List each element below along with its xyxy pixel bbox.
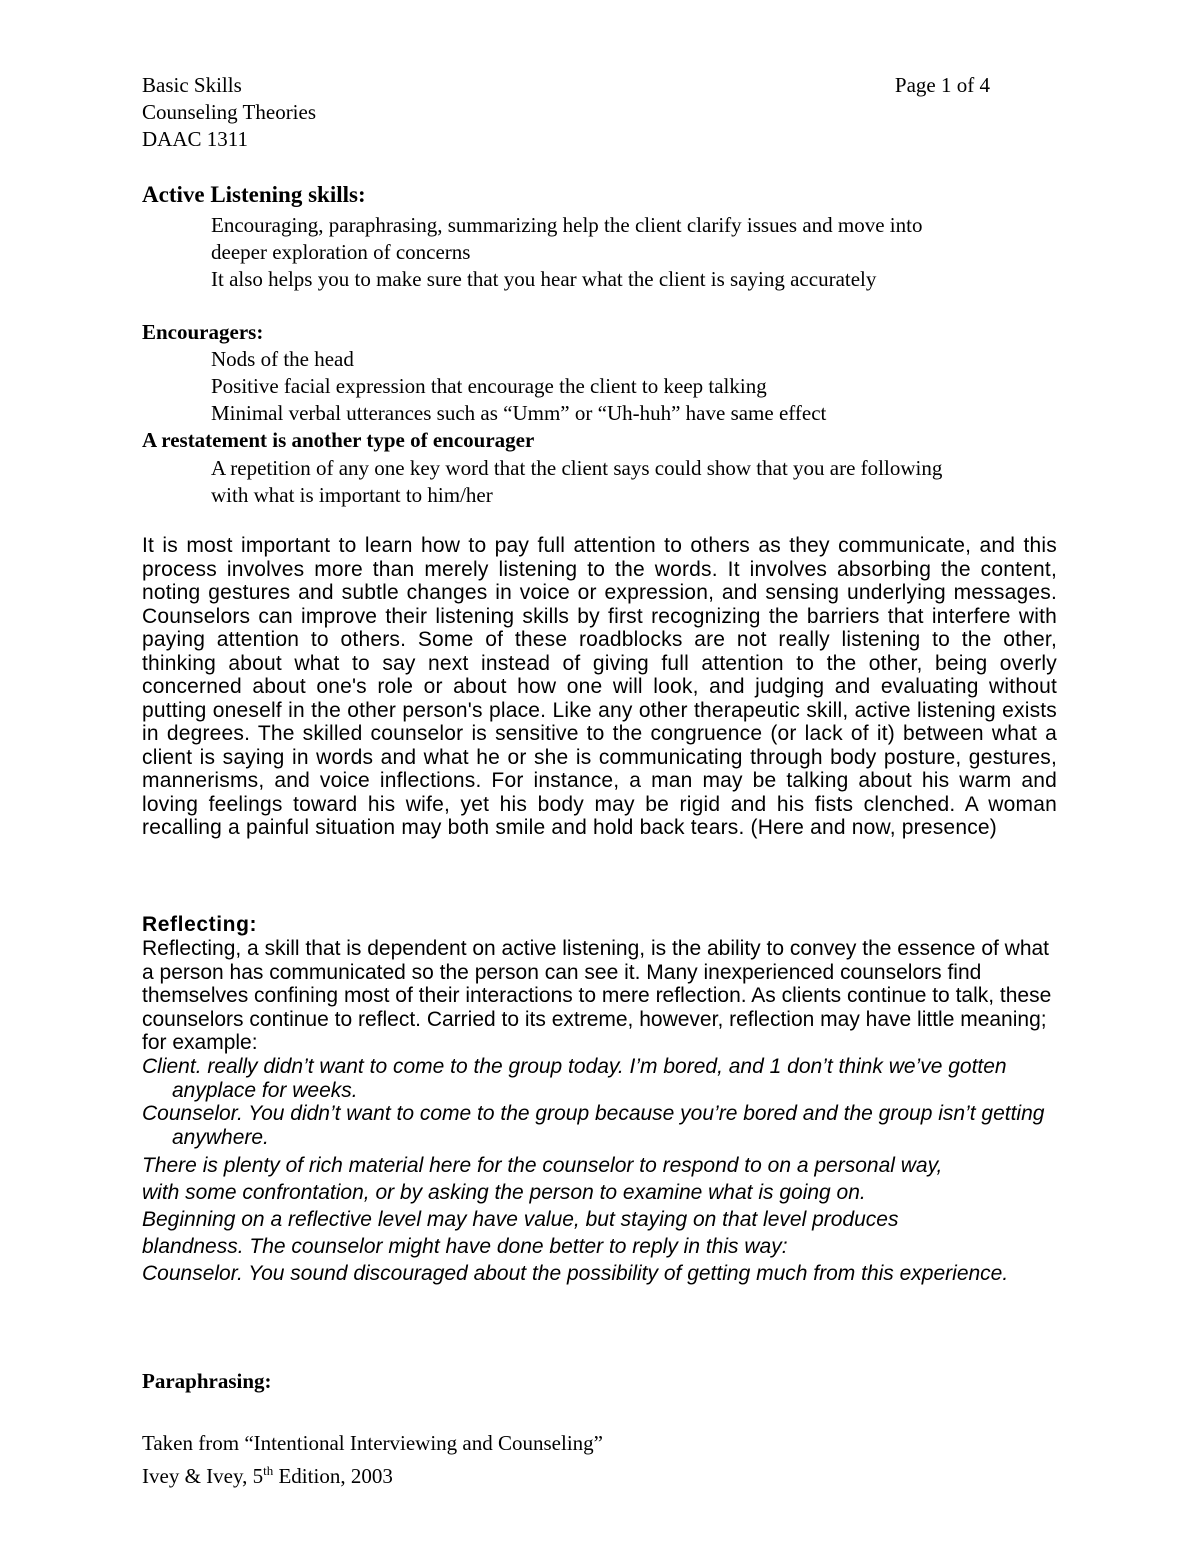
active-listening-heading: Active Listening skills: — [142, 182, 366, 207]
source-authors-text: Ivey & Ivey, 5 — [142, 1464, 264, 1488]
encouragers-line: Nods of the head — [211, 347, 354, 371]
active-listening-paragraph: It is most important to learn how to pay full attention to others as they communicate, and this process involves more than merely listening to the words. It involves absorbing the content, noting gestures and subtle changes in voice or expression, and sensing underlying messages. Counselors can improve their listening skills by first recognizing the barriers that interfere with paying attention to others. Some of these roadblocks are not really listening to the other, thinking about what to say next instead of giving full attention to the other, being overly concerned about one's role or about how one will look, and judging and evaluating without putting oneself in the other person's place. Like any other therapeutic skill, active listening exists in degrees. The skilled counselor is sensitive to the congruence (or lack of it) between what a client is saying in words and what he or she is communicating through body posture, gestures, mannerisms, and voice inflections. For instance, a man may be talking about his warm and loving feelings toward his wife, yet his body may be rigid and his fists clenched. A woman recalling a painful situation may both smile and hold back tears. (Here and now, presence) — [142, 534, 1057, 839]
restatement-list — [211, 455, 1071, 509]
reflecting-note — [142, 1152, 1057, 1260]
page-header — [142, 72, 990, 153]
source-authors — [142, 1457, 1057, 1490]
reflecting-client-example: Client. really didn’t want to come to the group today. I’m bored, and 1 don’t think we’ve gotten anyplace for weeks. — [142, 1055, 1007, 1102]
restatement-line: A repetition of any one key word that the client says could show that you are following — [211, 456, 943, 480]
header-course-code: DAAC 1311 — [142, 127, 248, 151]
header-subject: Counseling Theories — [142, 100, 317, 124]
active-listening-line: Encouraging, paraphrasing, summarizing help the client clarify issues and move into — [211, 213, 923, 237]
reflecting-note-line: with some confrontation, or by asking the person to examine what is going on. — [142, 1181, 866, 1204]
source-title: Taken from “Intentional Interviewing and Counseling” — [142, 1431, 603, 1455]
reflecting-counselor-example: Counselor. You didn’t want to come to the group because you’re bored and the group isn’t getting anywhere. — [142, 1102, 1045, 1149]
source-edition-superscript: th — [263, 1463, 274, 1478]
active-listening-line: deeper exploration of concerns — [211, 240, 471, 264]
active-listening-list — [211, 212, 1071, 293]
encouragers-list — [211, 346, 1071, 427]
encouragers-heading: Encouragers: — [142, 320, 264, 344]
paraphrasing-heading: Paraphrasing: — [142, 1369, 272, 1393]
source-edition-text: Edition, 2003 — [273, 1464, 393, 1488]
reflecting-better-counselor-example: Counselor. You sound discouraged about the possibility of getting much from this experience. — [142, 1262, 1009, 1285]
encouragers-line: Minimal verbal utterances such as “Umm” or “Uh-huh” have same effect — [211, 401, 827, 425]
active-listening-line: It also helps you to make sure that you hear what the client is saying accurately — [211, 267, 877, 291]
reflecting-note-line: blandness. The counselor might have done better to reply in this way: — [142, 1235, 788, 1258]
source-citation — [142, 1430, 1057, 1490]
page-number: Page 1 of 4 — [894, 73, 990, 97]
reflecting-heading: Reflecting: — [142, 913, 258, 936]
header-course-title: Basic Skills — [142, 73, 242, 97]
reflecting-paragraph: Reflecting, a skill that is dependent on active listening, is the ability to convey the essence of what a person has communicated so the person can see it. Many inexperienced counselors find themselves confining most of their interactions to mere reflection. As clients continue to talk, these counselors continue to reflect. Carried to its extreme, however, reflection may have little meaning; for example: — [142, 937, 1052, 1054]
encouragers-line: Positive facial expression that encourage the client to keep talking — [211, 374, 767, 398]
reflecting-note-line: There is plenty of rich material here for the counselor to respond to on a personal way, — [142, 1154, 943, 1177]
restatement-line: with what is important to him/her — [211, 483, 493, 507]
restatement-heading: A restatement is another type of encourager — [142, 428, 535, 452]
reflecting-note-line: Beginning on a reflective level may have value, but staying on that level produces — [142, 1208, 899, 1231]
